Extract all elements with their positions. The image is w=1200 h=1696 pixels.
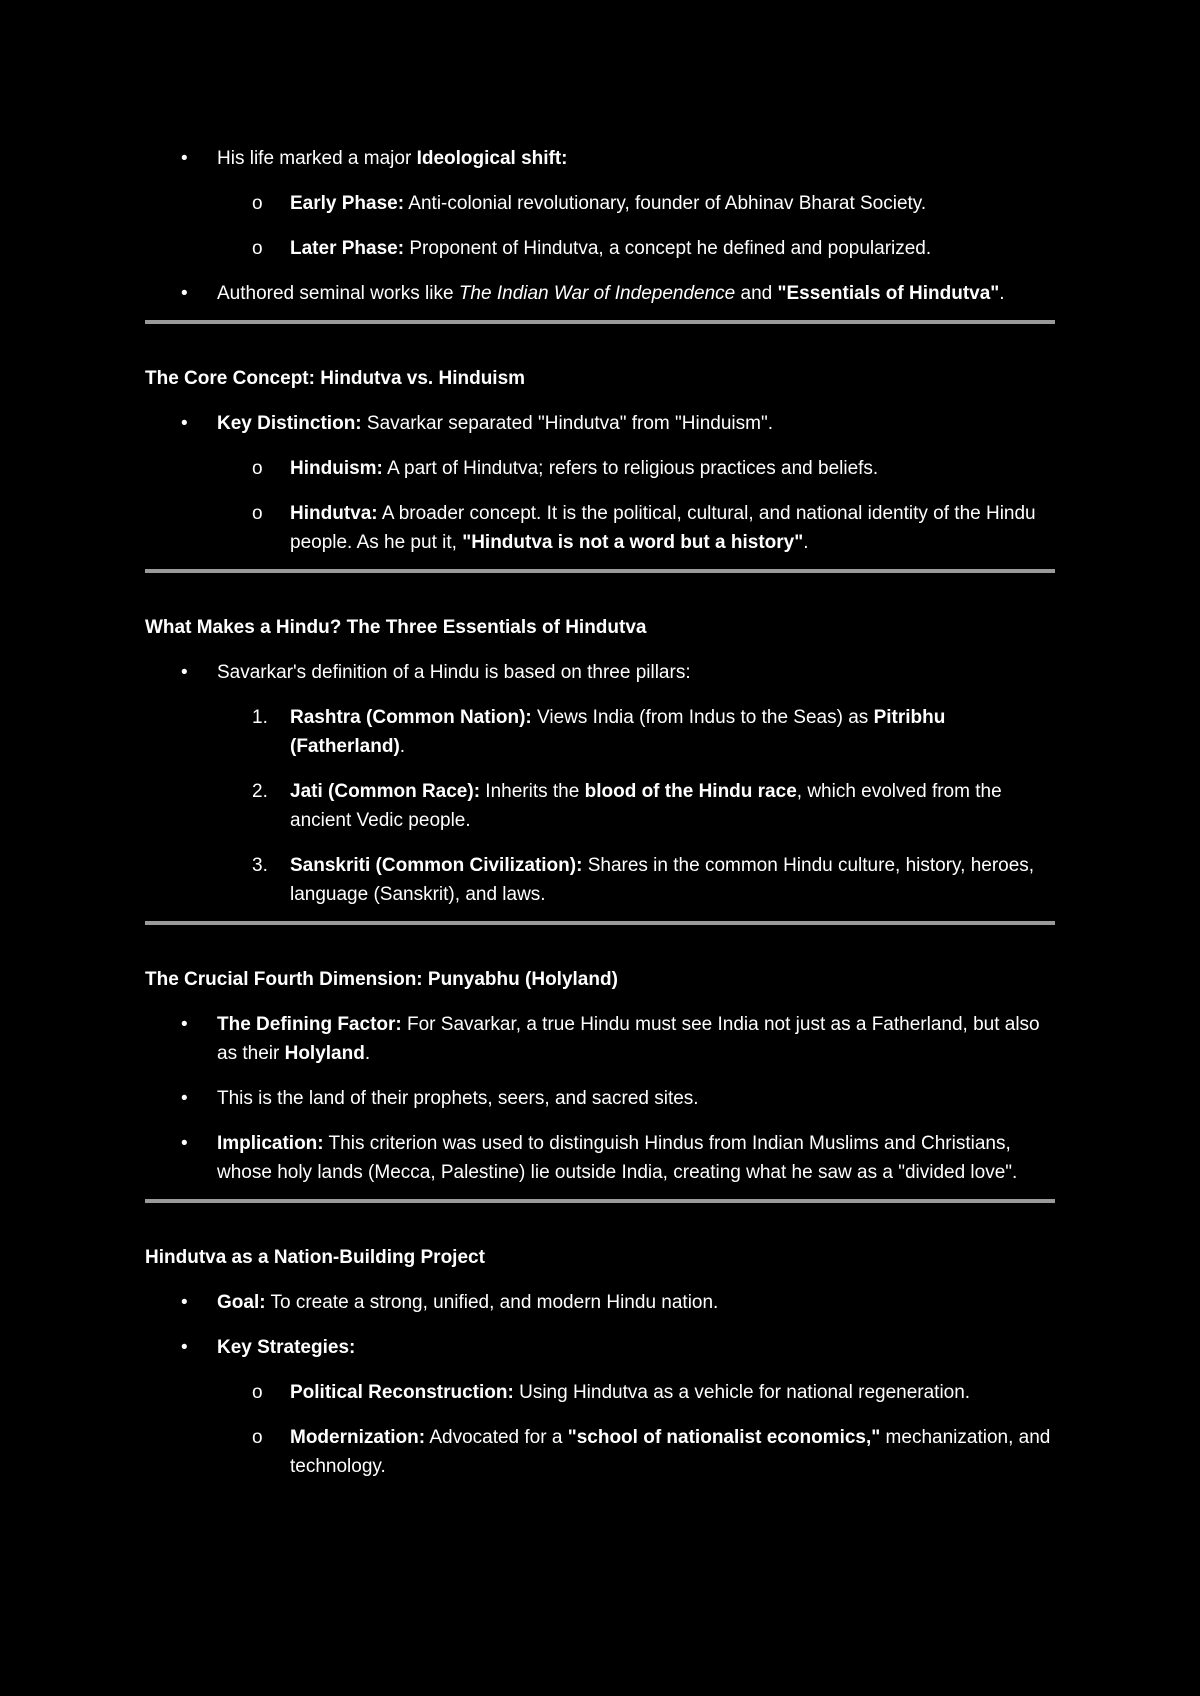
sub-bullet-icon: o bbox=[252, 503, 263, 524]
list-item bbox=[145, 1333, 1055, 1362]
list-item bbox=[145, 777, 1055, 835]
item-text: Advocated for a bbox=[425, 1427, 568, 1448]
item-text: To create a strong, unified, and modern Hindu nation. bbox=[265, 1292, 719, 1313]
bullet-icon: • bbox=[181, 662, 188, 683]
bullet-icon: • bbox=[181, 1133, 188, 1154]
item-text: Anti-colonial revolutionary, founder of Abhinav Bharat Society. bbox=[404, 193, 927, 214]
section-divider bbox=[145, 1199, 1055, 1203]
section-divider bbox=[145, 320, 1055, 324]
sub-bullet-icon: o bbox=[252, 1382, 263, 1403]
bullet-icon: • bbox=[181, 283, 188, 304]
item-label: Goal: bbox=[217, 1292, 266, 1313]
list-item bbox=[145, 1378, 1055, 1407]
list-item bbox=[145, 189, 1055, 218]
section-heading: What Makes a Hindu? The Three Essentials of Hindutva bbox=[145, 617, 647, 638]
list-item bbox=[145, 703, 1055, 761]
item-number: 1. bbox=[252, 707, 268, 728]
list-item bbox=[145, 658, 1055, 687]
bullet-icon: • bbox=[181, 1014, 188, 1035]
item-text: Savarkar separated "Hindutva" from "Hinduism". bbox=[361, 413, 773, 434]
sub-bullet-icon: o bbox=[252, 238, 263, 259]
item-text: . bbox=[364, 1043, 371, 1064]
item-text: . bbox=[803, 532, 809, 553]
item-label: Hinduism: bbox=[290, 458, 383, 479]
item-italic: The Indian War of Independence bbox=[458, 283, 736, 304]
section-heading: Hindutva as a Nation-Building Project bbox=[145, 1247, 485, 1268]
bullet-icon: • bbox=[181, 1337, 188, 1358]
item-bold: blood of the Hindu race bbox=[584, 781, 797, 802]
item-label: Hindutva: bbox=[290, 503, 378, 524]
list-item bbox=[145, 1423, 1055, 1481]
list-item bbox=[145, 499, 1055, 557]
item-label: Later Phase: bbox=[290, 238, 405, 259]
item-bold: Pitribhu (Fatherland) bbox=[290, 707, 946, 757]
item-label: Implication: bbox=[217, 1133, 324, 1154]
list-item bbox=[145, 851, 1055, 909]
section-1-list bbox=[145, 409, 1055, 557]
item-text: Views India (from Indus to the Seas) as bbox=[531, 707, 874, 728]
item-text: Shares in the common Hindu culture, history, heroes, language (Sanskrit), and laws. bbox=[290, 855, 1035, 905]
pillars-list bbox=[145, 703, 1055, 909]
bullet-icon: • bbox=[181, 413, 188, 434]
list-item bbox=[145, 1084, 1055, 1113]
item-number: 2. bbox=[252, 781, 268, 802]
item-label: Political Reconstruction: bbox=[290, 1382, 514, 1403]
item-bold: "school of nationalist economics," bbox=[567, 1427, 881, 1448]
item-text: and bbox=[735, 283, 778, 304]
item-text: This criterion was used to distinguish Hindus from Indian Muslims and Christians, whose holy lands (Mecca, Palestine) lie outside India, creating what he saw as a "divided love". bbox=[217, 1133, 1018, 1183]
item-text: Authored seminal works like bbox=[217, 283, 459, 304]
section-3-list bbox=[145, 1010, 1055, 1187]
item-label: Jati (Common Race): bbox=[290, 781, 481, 802]
item-text: His life marked a major bbox=[217, 148, 417, 169]
sub-bullet-icon: o bbox=[252, 193, 263, 214]
list-item bbox=[145, 144, 1055, 173]
list-item bbox=[145, 1129, 1055, 1187]
section-divider bbox=[145, 921, 1055, 925]
bullet-icon: • bbox=[181, 148, 188, 169]
list-item bbox=[145, 409, 1055, 438]
item-bold: "Essentials of Hindutva" bbox=[777, 283, 1000, 304]
sub-bullet-icon: o bbox=[252, 458, 263, 479]
item-text: This is the land of their prophets, seers, and sacred sites. bbox=[217, 1088, 699, 1109]
section-4-list bbox=[145, 1288, 1055, 1481]
item-label: Modernization: bbox=[290, 1427, 426, 1448]
item-label: Key Distinction: bbox=[217, 413, 362, 434]
item-text: Using Hindutva as a vehicle for national regeneration. bbox=[513, 1382, 971, 1403]
item-label: Rashtra (Common Nation): bbox=[290, 707, 532, 728]
item-text: For Savarkar, a true Hindu must see India not just as a Fatherland, but also as their bbox=[217, 1014, 1040, 1064]
list-item bbox=[145, 1010, 1055, 1068]
item-text: Proponent of Hindutva, a concept he defined and popularized. bbox=[404, 238, 932, 259]
list-item bbox=[145, 234, 1055, 263]
document-page bbox=[145, 144, 1055, 1481]
section-heading: The Core Concept: Hindutva vs. Hinduism bbox=[145, 368, 526, 389]
item-text: Savarkar's definition of a Hindu is based on three pillars: bbox=[217, 662, 691, 683]
section-divider bbox=[145, 569, 1055, 573]
item-label: The Defining Factor: bbox=[217, 1014, 402, 1035]
sub-bullet-icon: o bbox=[252, 1427, 263, 1448]
item-label: Key Strategies: bbox=[217, 1337, 356, 1358]
item-bold: Ideological shift: bbox=[416, 148, 568, 169]
item-number: 3. bbox=[252, 855, 268, 876]
list-item bbox=[145, 1288, 1055, 1317]
bullet-icon: • bbox=[181, 1292, 188, 1313]
item-text: Inherits the bbox=[480, 781, 585, 802]
bullet-icon: • bbox=[181, 1088, 188, 1109]
section-0-list bbox=[145, 144, 1055, 308]
item-text: . bbox=[999, 283, 1005, 304]
item-text: A broader concept. It is the political, cultural, and national identity of the Hindu people. As he put it, bbox=[290, 503, 1036, 553]
section-heading: The Crucial Fourth Dimension: Punyabhu (Holyland) bbox=[145, 969, 618, 990]
item-bold: "Hindutva is not a word but a history" bbox=[462, 532, 804, 553]
list-item bbox=[145, 454, 1055, 483]
item-label: Sanskriti (Common Civilization): bbox=[290, 855, 583, 876]
item-bold: Holyland bbox=[284, 1043, 365, 1064]
item-label: Early Phase: bbox=[290, 193, 405, 214]
item-text: . bbox=[399, 736, 406, 757]
item-text: A part of Hindutva; refers to religious practices and beliefs. bbox=[382, 458, 879, 479]
section-2-list bbox=[145, 658, 1055, 687]
item-text: mechanization, and technology. bbox=[290, 1427, 1051, 1477]
list-item bbox=[145, 279, 1055, 308]
item-text: , which evolved from the ancient Vedic people. bbox=[290, 781, 1002, 831]
